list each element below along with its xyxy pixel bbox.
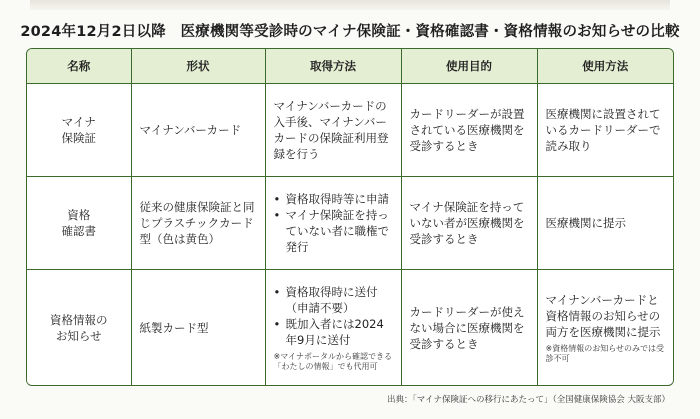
page-title: 2024年12月2日以降 医療機関等受診時のマイナ保険証・資格確認書・資格情報のお知らせの比較 xyxy=(20,24,680,40)
row-name: 資格 確認書 xyxy=(27,177,131,270)
table-row xyxy=(27,270,673,387)
list-item: • マイナ保険証を持っていない者に職権で発行 xyxy=(274,207,393,255)
top-edge-bleed xyxy=(30,0,670,10)
header-acquisition: 取得方法 xyxy=(265,49,401,84)
acquisition-list xyxy=(274,284,393,348)
row-usage xyxy=(537,270,673,387)
row-acquisition xyxy=(265,177,401,270)
row-usage: 医療機関に提示 xyxy=(537,177,673,270)
usage-text: マイナンバーカードと資格情報のお知らせの両方を医療機関に提示 xyxy=(545,293,661,340)
header-shape: 形状 xyxy=(131,49,265,84)
usage-note: ※資格情報のお知らせのみでは受診不可 xyxy=(545,344,664,364)
row-shape: 紙製カード型 xyxy=(131,270,265,387)
row-purpose: カードリーダーが設置されている医療機関を受診するとき xyxy=(401,84,537,177)
row-acquisition: マイナンバーカードの入手後、マイナンバーカードの保険証利用登録を行う xyxy=(265,84,401,177)
header-usage: 使用方法 xyxy=(537,49,673,84)
row-shape: マイナンバーカード xyxy=(131,84,265,177)
row-acquisition xyxy=(265,270,401,387)
table-row xyxy=(27,84,673,177)
row-usage: 医療機関に設置されているカードリーダーで読み取り xyxy=(537,84,673,177)
comparison-table xyxy=(27,49,673,386)
list-item: • 資格取得時等に申請 xyxy=(274,191,393,207)
row-purpose: マイナ保険証を持っていない者が医療機関を受診するとき xyxy=(401,177,537,270)
row-shape: 従来の健康保険証と同じプラスチックカード型（色は黄色） xyxy=(131,177,265,270)
header-purpose: 使用目的 xyxy=(401,49,537,84)
header-row xyxy=(27,49,673,84)
list-item: • 既加入者には2024年9月に送付 xyxy=(274,316,393,348)
row-purpose: カードリーダーが使えない場合に医療機関を受診するとき xyxy=(401,270,537,387)
row-name: マイナ 保険証 xyxy=(27,84,131,177)
acquisition-list xyxy=(274,191,393,255)
source-citation: 出典：「マイナ保険証への移行にあたって」（全国健康保険協会 大阪支部） xyxy=(386,395,670,405)
acquisition-note: ※マイナポータルから確認できる「わたしの情報」でも代用可 xyxy=(273,352,393,372)
list-item: • 資格取得時に送付（申請不要） xyxy=(274,284,393,316)
header-name: 名称 xyxy=(27,49,131,84)
row-name: 資格情報の お知らせ xyxy=(27,270,131,387)
table-row xyxy=(27,177,673,270)
comparison-table-frame xyxy=(26,48,674,386)
